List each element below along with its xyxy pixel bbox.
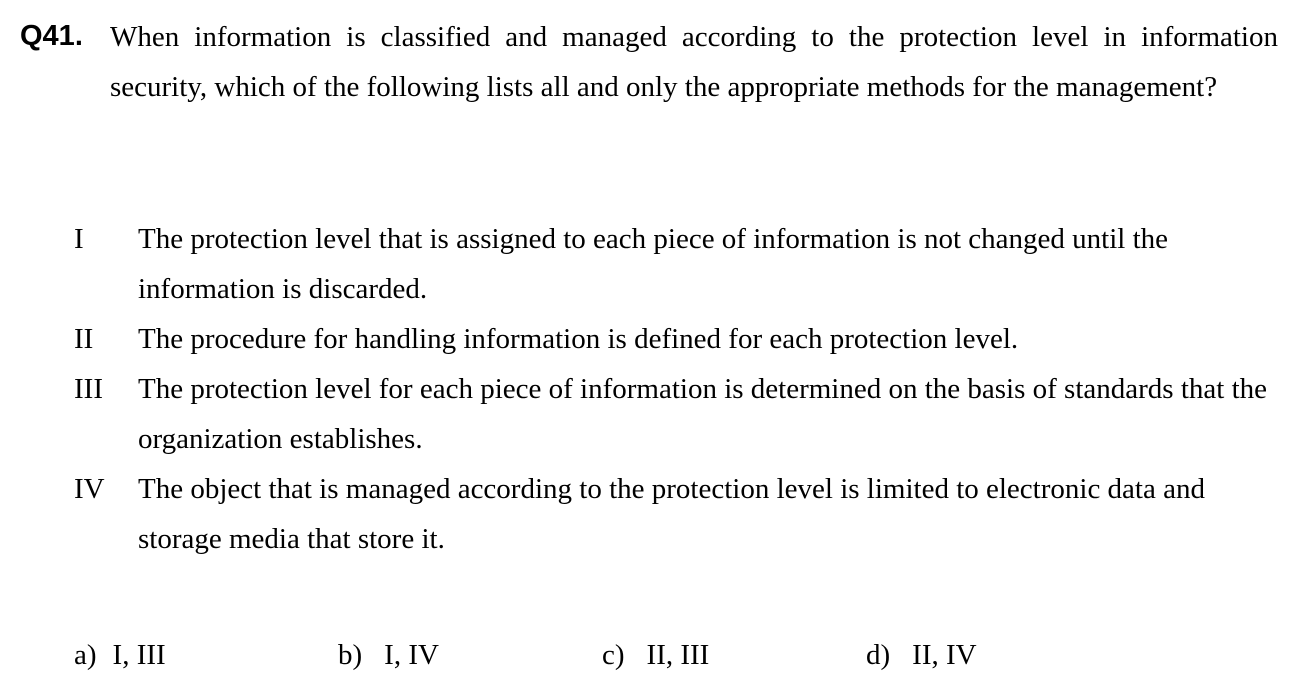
statement-text: The procedure for handling information is defined for each protection level. — [138, 323, 1019, 355]
statement-list — [0, 214, 1298, 564]
statement-4 — [0, 464, 1298, 564]
statement-2 — [0, 314, 1298, 364]
answer-option-b[interactable] — [338, 630, 439, 680]
statement-3 — [0, 364, 1298, 464]
statement-numeral: II — [74, 323, 94, 355]
option-value: I, IV — [384, 639, 439, 671]
statement-text: The protection level for each piece of information is determined on the basis of standards that the organization establishes. — [138, 373, 1268, 455]
option-value: II, III — [646, 639, 710, 671]
answer-option-c[interactable] — [602, 630, 709, 680]
statement-1 — [0, 214, 1298, 314]
statement-numeral: III — [74, 373, 103, 405]
question-stem: When information is classified and managed according to the protection level in information security, which of the following lists all and only the appropriate methods for the management? — [110, 21, 1278, 103]
option-value: I, III — [112, 639, 166, 671]
option-label: d) — [866, 639, 891, 671]
answer-options — [0, 630, 1298, 680]
statement-numeral: I — [74, 223, 84, 255]
option-label: c) — [602, 639, 625, 671]
answer-option-d[interactable] — [866, 630, 977, 680]
statement-text: The object that is managed according to the protection level is limited to electronic data and storage media that store it. — [138, 473, 1205, 555]
statement-numeral: IV — [74, 473, 105, 505]
option-label: b) — [338, 639, 363, 671]
option-label: a) — [74, 639, 97, 671]
option-value: II, IV — [912, 639, 977, 671]
statement-text: The protection level that is assigned to each piece of information is not changed until the information is discarded. — [138, 223, 1168, 305]
question-number: Q41. — [20, 20, 83, 52]
answer-option-a[interactable] — [74, 630, 166, 680]
